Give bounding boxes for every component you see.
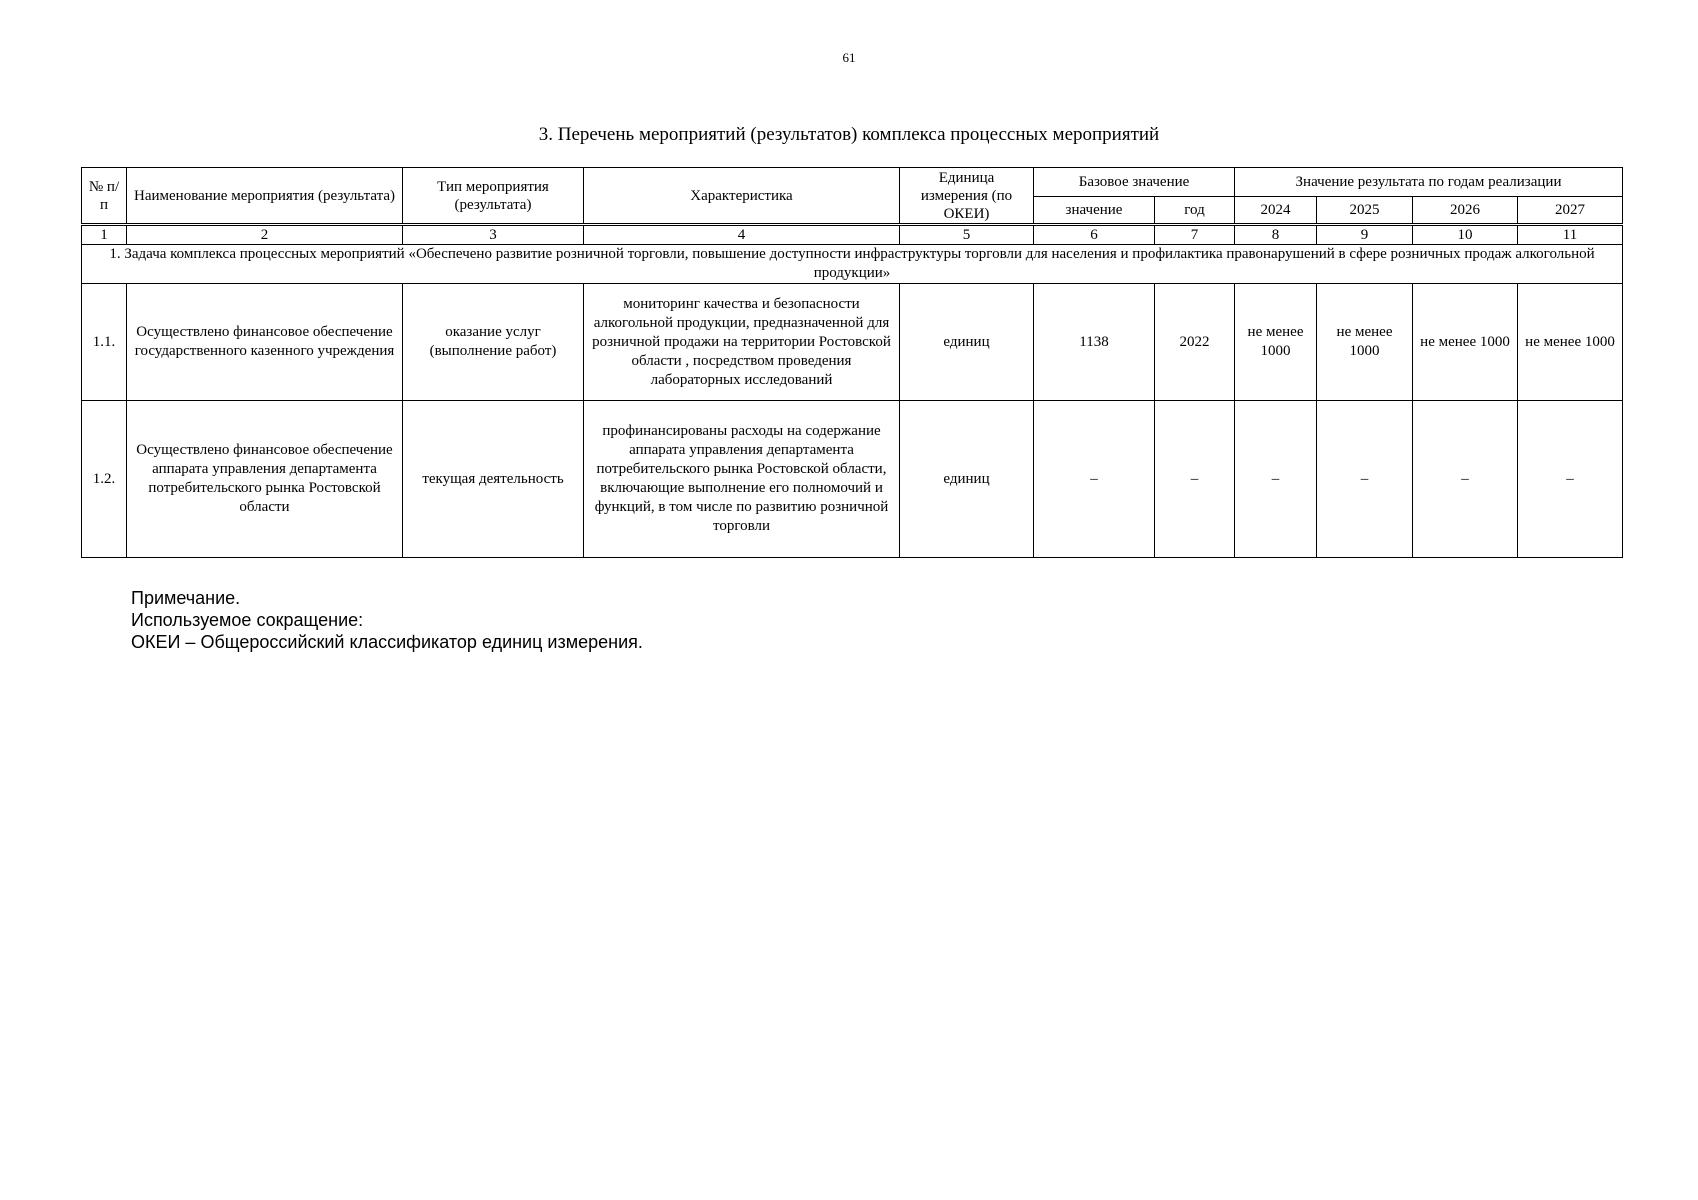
row-unit: единиц (900, 284, 1034, 401)
header-type: Тип мероприятия (результата) (403, 168, 584, 225)
row-name: Осуществлено финансовое обеспечение государственного казенного учреждения (127, 284, 403, 401)
header-year-2027: 2027 (1518, 197, 1623, 225)
column-number: 7 (1155, 225, 1235, 245)
column-number: 8 (1235, 225, 1317, 245)
column-numbers-row (82, 225, 1623, 245)
column-number: 1 (82, 225, 127, 245)
header-by-years: Значение результата по годам реализации (1235, 168, 1623, 197)
row-value-2026: – (1413, 401, 1518, 558)
row-value-2025: – (1317, 401, 1413, 558)
row-value-2024: – (1235, 401, 1317, 558)
header-unit: Единица измерения (по ОКЕИ) (900, 168, 1034, 225)
header-name: Наименование мероприятия (результата) (127, 168, 403, 225)
row-name: Осуществлено финансовое обеспечение аппарата управления департамента потребительского рынка Ростовской области (127, 401, 403, 558)
task-row (82, 245, 1623, 284)
column-number: 3 (403, 225, 584, 245)
header-num: № п/п (82, 168, 127, 225)
row-value-2024: не менее 1000 (1235, 284, 1317, 401)
row-type: оказание услуг (выполнение работ) (403, 284, 584, 401)
header-characteristic: Характеристика (584, 168, 900, 225)
table-row (82, 401, 1623, 558)
header-year-2026: 2026 (1413, 197, 1518, 225)
header-base-value: значение (1034, 197, 1155, 225)
row-num: 1.2. (82, 401, 127, 558)
column-number: 11 (1518, 225, 1623, 245)
notes (131, 587, 643, 653)
row-characteristic: мониторинг качества и безопасности алкогольной продукции, предназначенной для розничной продажи на территории Ростовской области , посредством проведения лабораторных исследований (584, 284, 900, 401)
section-title: 3. Перечень мероприятий (результатов) комплекса процессных мероприятий (538, 124, 1160, 145)
header-base: Базовое значение (1034, 168, 1235, 197)
notes-subtitle: Используемое сокращение: (131, 610, 364, 630)
row-type: текущая деятельность (403, 401, 584, 558)
activities-table (81, 167, 1623, 558)
row-num: 1.1. (82, 284, 127, 401)
row-unit: единиц (900, 401, 1034, 558)
row-value-2026: не менее 1000 (1413, 284, 1518, 401)
task-title: 1. Задача комплекса процессных мероприятий «Обеспечено развитие розничной торговли, повышение доступности инфраструктуры торговли для населения и профилактика правонарушений в сфере розничных продаж алкогольной продукции» (82, 245, 1623, 284)
column-number: 5 (900, 225, 1034, 245)
page-number: 61 (842, 50, 856, 65)
table-row (82, 284, 1623, 401)
row-value-2027: не менее 1000 (1518, 284, 1623, 401)
column-number: 2 (127, 225, 403, 245)
header-year-2025: 2025 (1317, 197, 1413, 225)
column-number: 9 (1317, 225, 1413, 245)
column-number: 6 (1034, 225, 1155, 245)
row-value-2025: не менее 1000 (1317, 284, 1413, 401)
row-base-year: – (1155, 401, 1235, 558)
column-number: 10 (1413, 225, 1518, 245)
header-base-year: год (1155, 197, 1235, 225)
row-base-value: – (1034, 401, 1155, 558)
row-base-year: 2022 (1155, 284, 1235, 401)
row-base-value: 1138 (1034, 284, 1155, 401)
row-characteristic: профинансированы расходы на содержание аппарата управления департамента потребительского рынка Ростовской области, включающие выполнение его полномочий и функций, в том числе по развитию розничной торговли (584, 401, 900, 558)
notes-title: Примечание. (131, 588, 241, 608)
header-year-2024: 2024 (1235, 197, 1317, 225)
row-value-2027: – (1518, 401, 1623, 558)
column-number: 4 (584, 225, 900, 245)
notes-abbreviation: ОКЕИ – Общероссийский классификатор единиц измерения. (131, 632, 643, 652)
